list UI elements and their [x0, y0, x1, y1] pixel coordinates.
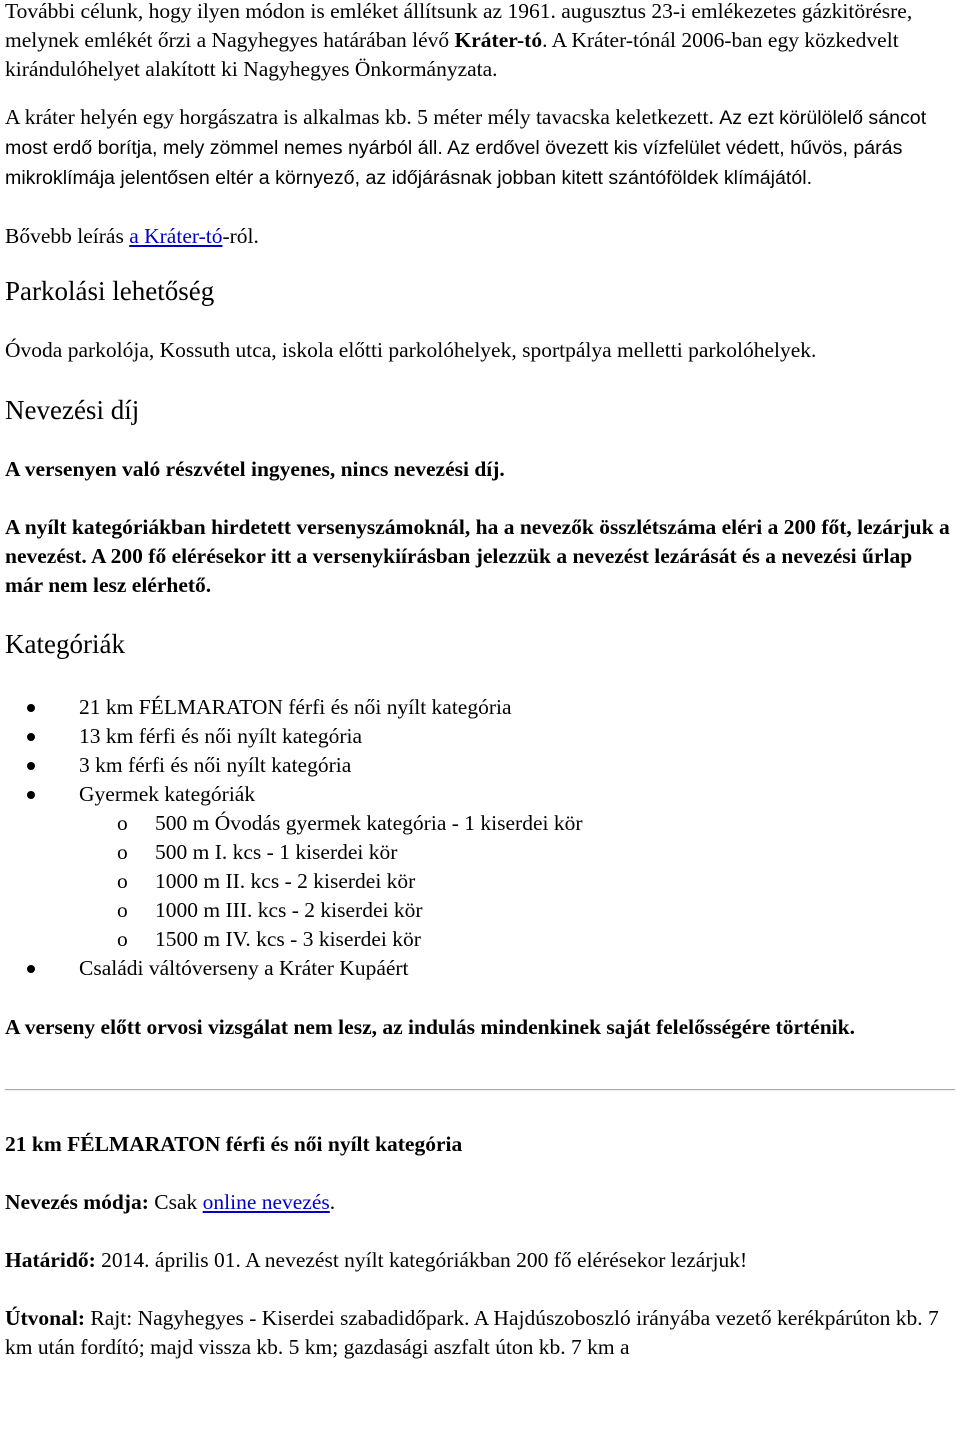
- intro-paragraph-1: [5, 0, 955, 84]
- circle-bullet-icon: o: [117, 927, 128, 951]
- list-item-label: Családi váltóverseny a Kráter Kupáért: [79, 956, 409, 980]
- intro-text: További célunk, hogy ilyen módon is emléket állítsunk az 1961. augusztus 23-i emlékezetes gázkitörésre, melynek emlékét őrzi a Nagyhegyes határában lévő: [5, 0, 913, 52]
- sublist-item: [79, 809, 960, 838]
- sublist-item-label: 1000 m II. kcs - 2 kiserdei kör: [155, 869, 416, 893]
- more-info-line: [5, 222, 955, 251]
- circle-bullet-icon: o: [117, 898, 128, 922]
- sublist-item-label: 500 m Óvodás gyermek kategória - 1 kiserdei kör: [155, 811, 583, 835]
- parking-heading: Parkolási lehetőség: [5, 276, 215, 306]
- fee-paragraph-2: A nyílt kategóriákban hirdetett versenyszámoknál, ha a nevezők összlétszáma eléri a 200 főt, lezárjuk a nevezést. A 200 fő elérésekor itt a versenykiírásban jelezzük a nevezést lezárását és a nevezési űrlap már nem lesz elérhető.: [5, 515, 950, 597]
- sublist-item: [79, 896, 960, 925]
- intro-text-sans-serif-a: A kráter helyén egy horgászatra is alkalmas kb. 5 méter mély tavacska keletkezett.: [5, 105, 720, 129]
- deadline-text: 2014. április 01. A nevezést nyílt kategóriákban 200 fő elérésekor lezárjuk!: [95, 1248, 748, 1272]
- bullet-icon: [27, 762, 35, 770]
- list-item: [5, 693, 955, 722]
- list-item: [5, 954, 955, 983]
- krater-to-link[interactable]: a Kráter-tó: [129, 224, 223, 248]
- sublist-item: [79, 867, 960, 896]
- list-item-label: Gyermek kategóriák: [79, 782, 256, 806]
- route-label: Útvonal:: [5, 1306, 86, 1330]
- intro-text-sans-serif-b: Az ezt körülölelő sáncot most erdő borítja, mely zömmel nemes nyárból áll. Az erdővel övezett kis vízfelület védett, hűvös, párás mikroklímája jelentősen eltér a környező, az időjárásnak jobban kitett szántóföldek klímájától.: [5, 107, 927, 189]
- intro-paragraph-2: [5, 103, 955, 193]
- circle-bullet-icon: o: [117, 840, 128, 864]
- half-marathon-title: 21 km FÉLMARATON férfi és női nyílt kategória: [5, 1132, 463, 1156]
- deadline-label: Határidő:: [5, 1248, 96, 1272]
- list-item: [5, 751, 955, 780]
- list-item-label: 13 km férfi és női nyílt kategória: [79, 724, 363, 748]
- medical-note: A verseny előtt orvosi vizsgálat nem lesz, az indulás mindenkinek saját felelősségére történik.: [5, 1015, 855, 1039]
- sublist-item-label: 1500 m IV. kcs - 3 kiserdei kör: [155, 927, 421, 951]
- list-item: [5, 780, 955, 954]
- circle-bullet-icon: o: [117, 811, 128, 835]
- categories-heading: Kategóriák: [5, 629, 125, 659]
- route-text: Rajt: Nagyhegyes - Kiserdei szabadidőpark. A Hajdúszoboszló irányába vezető kerékpárúton kb. 7 km után fordító; majd vissza kb. 5 km; gazdasági aszfalt úton kb. 7 km a: [5, 1306, 939, 1359]
- online-entry-link[interactable]: online nevezés: [202, 1190, 330, 1214]
- route-paragraph: [5, 1304, 955, 1362]
- circle-bullet-icon: o: [117, 869, 128, 893]
- sublist-item: [79, 925, 960, 954]
- list-item-label: 21 km FÉLMARATON férfi és női nyílt kategória: [79, 695, 512, 719]
- sublist-item-label: 1000 m III. kcs - 2 kiserdei kör: [155, 898, 423, 922]
- categories-list: [5, 693, 955, 983]
- entry-mode-end: .: [329, 1190, 336, 1214]
- fee-paragraph-1: A versenyen való részvétel ingyenes, nincs nevezési díj.: [5, 457, 505, 481]
- intro-text-end: . A Kráter-tónál 2006-ban egy közkedvelt kirándulóhelyet alakított ki Nagyhegyes Önkormányzata.: [5, 28, 899, 81]
- children-sublist: [79, 809, 955, 954]
- sublist-item-label: 500 m I. kcs - 1 kiserdei kör: [155, 840, 398, 864]
- bullet-icon: [27, 791, 35, 799]
- entry-mode-text: Csak: [148, 1190, 203, 1214]
- more-info-prefix: Bővebb leírás: [5, 224, 130, 248]
- bullet-icon: [27, 733, 35, 741]
- list-item: [5, 722, 955, 751]
- section-divider: [5, 1089, 955, 1091]
- bullet-icon: [27, 704, 35, 712]
- parking-text: Óvoda parkolója, Kossuth utca, iskola előtti parkolóhelyek, sportpálya melletti parkolóhelyek.: [5, 338, 817, 362]
- bullet-icon: [27, 965, 35, 973]
- krater-to-bold: Kráter-tó: [454, 28, 543, 52]
- sublist-item: [79, 838, 960, 867]
- deadline-line: [5, 1246, 955, 1275]
- fee-heading: Nevezési díj: [5, 395, 140, 425]
- entry-mode-line: [5, 1188, 955, 1217]
- list-item-label: 3 km férfi és női nyílt kategória: [79, 753, 352, 777]
- more-info-suffix: -ról.: [222, 224, 259, 248]
- entry-mode-label: Nevezés módja:: [5, 1190, 149, 1214]
